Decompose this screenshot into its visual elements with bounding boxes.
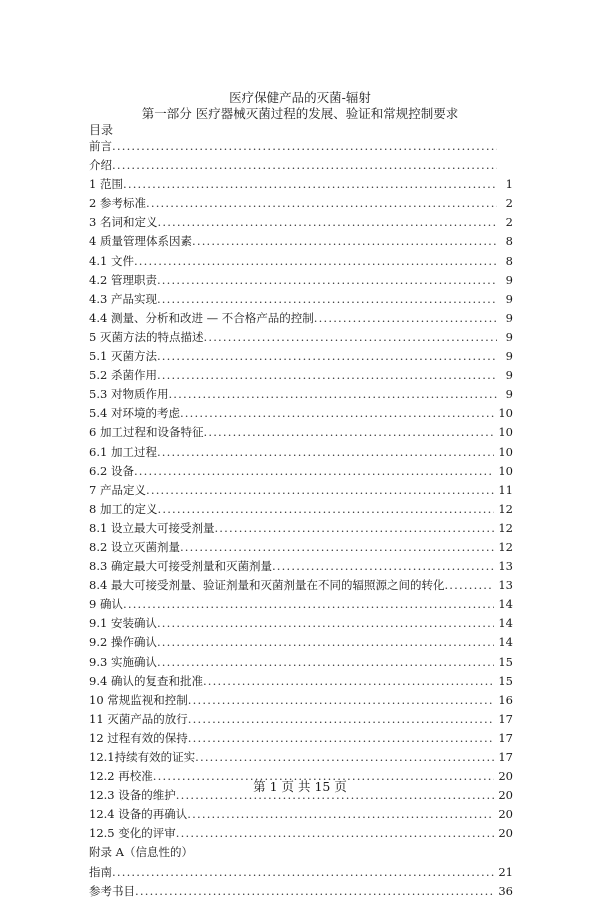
toc-entry[interactable] [89,500,513,519]
toc-entry-label: 12.5 变化的评审 [89,826,176,841]
toc-entry-page: 8 [505,234,513,249]
toc-leader-dots [214,519,494,538]
toc-entry-label: 8.3 确定最大可接受剂量和灭菌剂量 [89,559,272,574]
toc-entry-label: 9.1 安装确认 [89,616,157,631]
toc-leader-dots [203,672,494,691]
toc-entry-page: 9 [505,387,513,402]
toc-leader-dots [187,805,494,824]
toc-entry[interactable] [89,576,513,595]
toc-entry-label: 8.4 最大可接受剂量、验证剂量和灭菌剂量在不同的辐照源之间的转化 [89,578,445,593]
toc-entry-page: 9 [505,368,513,383]
toc-entry-label: 介绍 [89,158,112,173]
toc-leader-dots [134,252,497,271]
toc-entry[interactable] [89,691,513,710]
toc-entry-label: 10 常规监视和控制 [89,692,188,707]
toc-entry-page: 10 [498,444,513,459]
toc-entry[interactable] [89,366,513,385]
toc-leader-dots [157,614,494,633]
toc-leader-dots [112,137,497,156]
toc-entry-page: 13 [498,559,513,574]
toc-leader-dots [180,538,494,557]
toc-entry[interactable] [89,882,513,901]
toc-leader-dots [168,385,497,404]
toc-entry-label: 参考书目 [89,883,135,898]
toc-entry-page: 2 [505,215,513,230]
toc-entry[interactable] [89,462,513,481]
toc-entry-page: 17 [498,750,513,764]
toc-entry-label: 附录 A（信息性的） [89,845,193,860]
toc-entry-label: 8 加工的定义 [89,501,158,516]
toc-entry-label: 4.4 测量、分析和改进 — 不合格产品的控制 [89,310,314,325]
toc-entry-label: 5.3 对物质作用 [89,387,169,402]
toc-entry[interactable] [89,710,513,729]
toc-entry-label: 6.1 加工过程 [89,444,157,459]
toc-entry-label: 4.2 管理职责 [89,272,157,287]
toc-entry-page: 9 [505,272,513,287]
toc-entry[interactable] [89,443,513,462]
toc-entry-label: 5.4 对环境的考虑 [89,406,180,421]
toc-entry-page: 21 [498,864,513,879]
toc-entry-page: 20 [498,788,513,803]
toc-entry-page: 16 [498,692,513,707]
toc-entry-label: 11 灭菌产品的放行 [89,711,188,726]
toc-entry[interactable] [89,481,513,500]
toc-entry-page: 20 [498,807,513,822]
toc-leader-dots [157,443,494,462]
toc-entry-label: 8.2 设立灭菌剂量 [89,539,180,554]
toc-entry[interactable] [89,156,513,175]
toc-entry-label: 5.1 灭菌方法 [89,349,157,364]
toc-entry-label: 4 质量管理体系因素 [89,234,192,249]
toc-entry-page: 20 [498,826,513,841]
toc-leader-dots [123,175,497,194]
toc-entry-page: 8 [505,253,513,268]
toc-leader-dots [112,156,497,175]
toc-leader-dots [157,500,494,519]
toc-leader-dots [146,194,497,213]
toc-entry-page: 9 [505,291,513,306]
toc-entry-label: 9.3 实施确认 [89,654,157,669]
toc-entry[interactable] [89,271,513,290]
toc-entry-page: 12 [498,520,513,535]
toc-entry[interactable] [89,748,513,767]
toc-entry[interactable] [89,672,513,691]
toc-leader-dots [176,824,495,843]
toc-entry-page: 9 [505,349,513,364]
toc-entry[interactable] [89,290,513,309]
toc-entry-page: 9 [505,310,513,325]
toc-entry[interactable] [89,653,513,672]
toc-entry-label: 9.2 操作确认 [89,635,157,650]
toc-entry-page: 14 [498,597,513,612]
toc-leader-dots [188,710,495,729]
toc-entry-page: 11 [498,482,513,497]
toc-entry-page: 36 [498,883,513,898]
toc-entry-label: 4.3 产品实现 [89,291,157,306]
toc-entry-label: 12.1持续有效的证实 [89,750,196,764]
toc-entry-page: 12 [498,501,513,516]
toc-entry-page: 10 [498,406,513,421]
toc-entry-label: 4.1 文件 [89,253,134,268]
toc-leader-dots [180,404,494,423]
toc-entry[interactable] [89,595,513,614]
toc-leader-dots [112,863,494,882]
page-footer: 第 1 页 共 15 页 [253,779,347,794]
toc-entry-page: 10 [498,425,513,440]
toc-leader-dots [157,366,497,385]
toc-entry[interactable] [89,194,513,213]
toc-entry-page [497,137,513,156]
toc-leader-dots [157,653,494,672]
toc-entry-label: 指南 [89,864,112,879]
toc-entry-page [497,156,513,175]
toc-entry-page: 20 [498,769,513,784]
toc-entry-label: 9.4 确认的复查和批准 [89,673,203,688]
toc-entry[interactable] [89,423,513,442]
toc-entry[interactable] [89,175,513,194]
toc-leader-dots [188,729,495,748]
toc-entry-page: 9 [505,329,513,344]
document-title: 医疗保健产品的灭菌-辐射 [229,90,371,105]
toc-entry-label: 5 灭菌方法的特点描述 [89,329,204,344]
toc-entry-page: 12 [498,539,513,554]
toc-entry[interactable] [89,843,513,862]
toc-entry-label: 12 过程有效的保持 [89,730,188,745]
toc-entry-label: 1 范围 [89,177,123,192]
toc-entry[interactable] [89,824,513,843]
document-subtitle: 第一部分 医疗器械灭菌过程的发展、验证和常规控制要求 [141,106,459,121]
toc-leader-dots [314,309,497,328]
toc-leader-dots [157,271,497,290]
toc-entry-page: 2 [505,196,513,211]
toc-entry[interactable] [89,614,513,633]
toc-entry-label: 8.1 设立最大可接受剂量 [89,520,215,535]
toc-entry[interactable] [89,557,513,576]
toc-leader-dots [123,595,494,614]
toc-entry-page: 14 [498,635,513,650]
toc-leader-dots [134,462,494,481]
toc-entry-label: 前言 [89,139,112,153]
toc-leader-dots [272,557,494,576]
toc-entry[interactable] [89,729,513,748]
toc-entry-page: 14 [498,616,513,631]
toc-entry-label: 2 参考标准 [89,196,146,211]
toc-leader-dots [157,213,497,232]
toc-entry[interactable] [89,385,513,404]
toc-leader-dots [195,748,494,767]
toc-entry-page: 13 [498,578,513,593]
toc-entry-label: 9 确认 [89,597,123,612]
toc-leader-dots [135,882,494,901]
toc-leader-dots [146,481,494,500]
toc-leader-dots [157,347,497,366]
toc-entry[interactable] [89,309,513,328]
toc-entry-label: 3 名词和定义 [89,215,158,230]
toc-entry[interactable] [89,863,513,882]
toc-entry[interactable] [89,805,513,824]
toc-entry-page: 17 [498,711,513,726]
toc-entry[interactable] [89,137,513,156]
toc-entry-page: 15 [498,673,513,688]
toc-entry-label: 12.4 设备的再确认 [89,807,188,822]
toc-entry[interactable] [89,213,513,232]
toc-entry-label: 5.2 杀菌作用 [89,368,157,383]
toc-entry-page [193,843,209,862]
toc-entry-label: 7 产品定义 [89,482,146,497]
toc-entry-label: 12.2 再校准 [89,769,153,784]
toc-leader-dots [444,576,494,595]
toc-leader-dots [203,328,497,347]
toc-entry-label: 6 加工过程和设备特征 [89,425,204,440]
toc-entry[interactable] [89,404,513,423]
toc-entry[interactable] [89,538,513,557]
toc-entry-label: 6.2 设备 [89,463,134,478]
toc-entry-page: 15 [498,654,513,669]
toc-entry[interactable] [89,328,513,347]
toc-heading: 目录 [89,123,114,137]
toc-leader-dots [203,423,494,442]
toc-leader-dots [157,633,494,652]
toc-entry-page: 1 [505,177,513,192]
toc-entry-label: 12.3 设备的维护 [89,788,176,803]
toc-entry[interactable] [89,633,513,652]
toc-entry-page: 17 [498,730,513,745]
toc-leader-dots [157,290,497,309]
toc-entry[interactable] [89,232,513,251]
toc-leader-dots [188,691,495,710]
toc-entry-page: 10 [498,463,513,478]
toc-entry[interactable] [89,519,513,538]
toc-leader-dots [192,232,497,251]
toc-entry[interactable] [89,347,513,366]
toc-entry[interactable] [89,252,513,271]
